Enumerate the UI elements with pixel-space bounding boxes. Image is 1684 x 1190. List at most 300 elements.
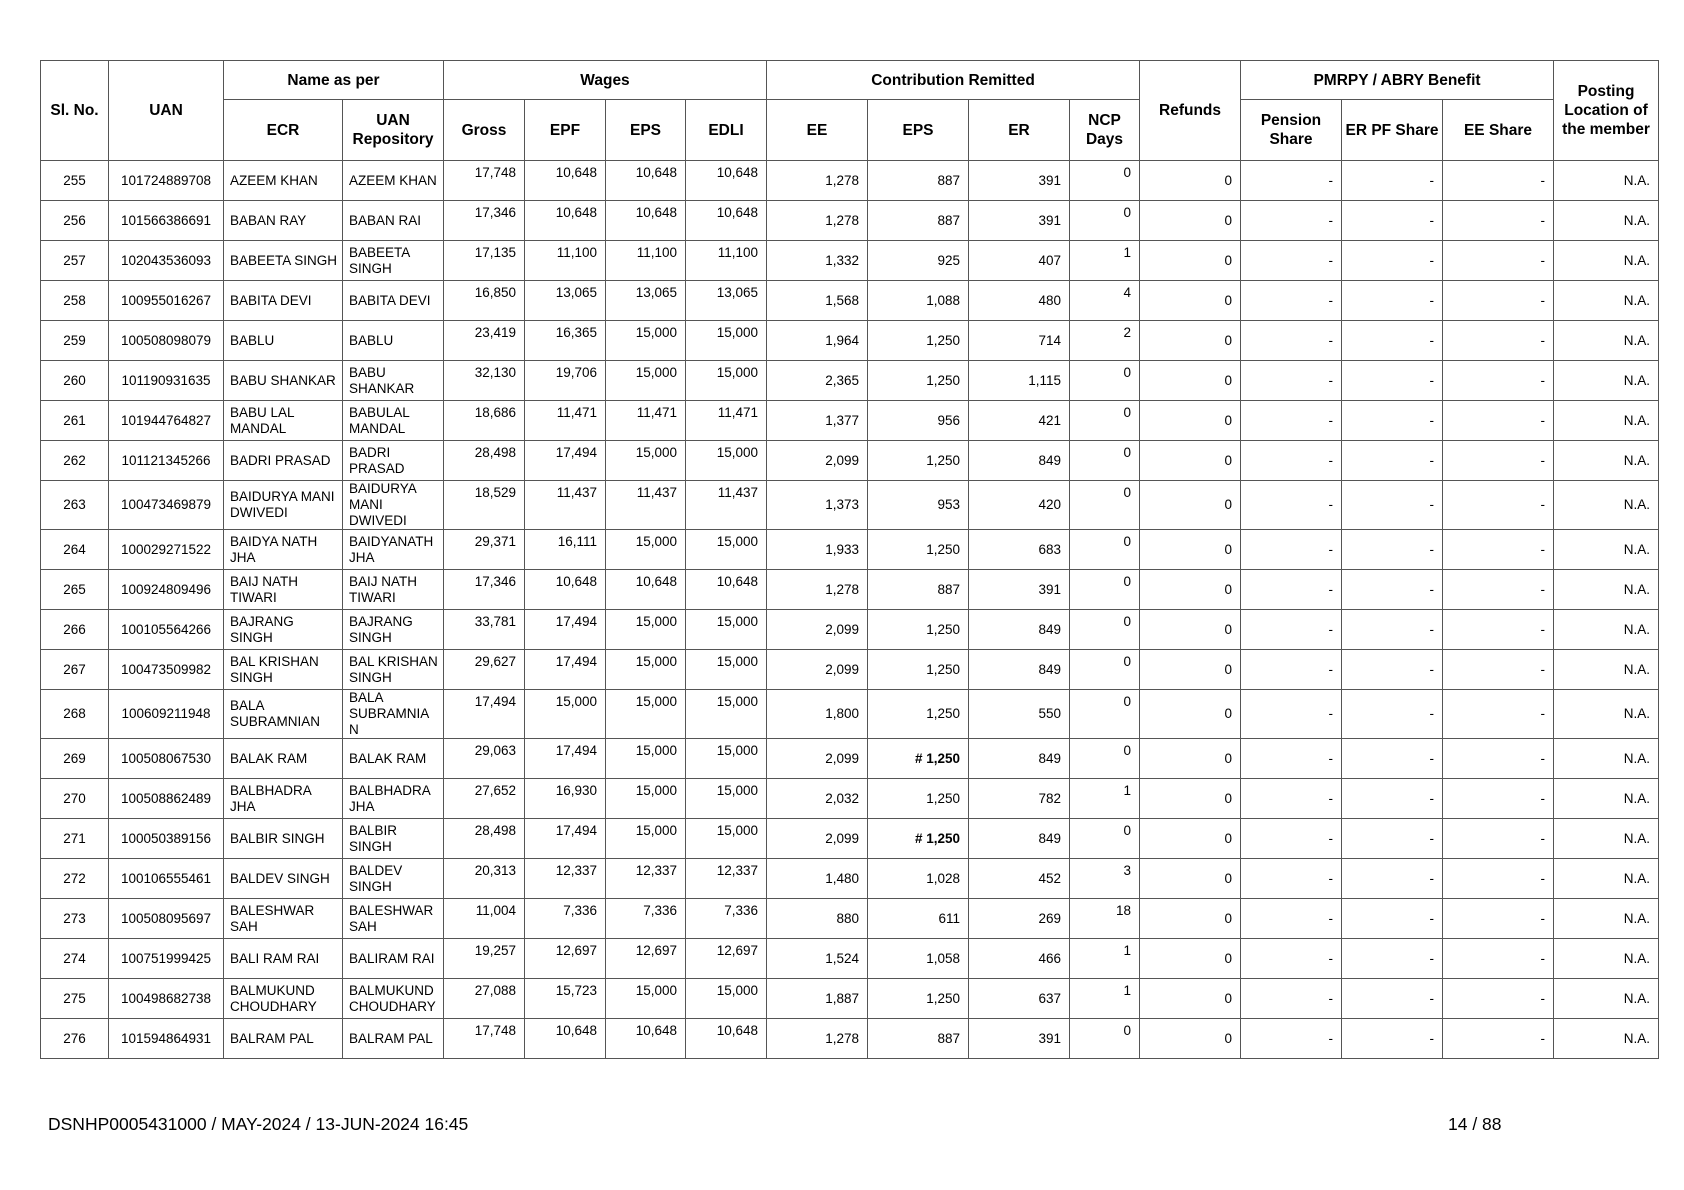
cell-eps-c: 887 [868, 1019, 969, 1059]
cell-sl: 265 [41, 570, 109, 610]
cell-epf: 10,648 [525, 1019, 606, 1059]
cell-erpf: - [1342, 819, 1443, 859]
cell-edli: 15,000 [686, 530, 767, 570]
cell-edli: 10,648 [686, 570, 767, 610]
cell-pension: - [1241, 610, 1342, 650]
cell-eps-c: 1,250 [868, 979, 969, 1019]
cell-eps-c: 887 [868, 201, 969, 241]
cell-eps: 11,100 [606, 241, 686, 281]
header-er-pf-share: ER PF Share [1342, 100, 1443, 161]
cell-sl: 268 [41, 690, 109, 739]
cell-eeshare: - [1443, 1019, 1554, 1059]
cell-erpf: - [1342, 1019, 1443, 1059]
cell-gross: 32,130 [444, 361, 525, 401]
cell-posting: N.A. [1554, 1019, 1659, 1059]
cell-sl: 256 [41, 201, 109, 241]
cell-ncp: 0 [1070, 161, 1140, 201]
cell-gross: 33,781 [444, 610, 525, 650]
cell-ee: 2,365 [767, 361, 868, 401]
cell-ecr: BABITA DEVI [224, 281, 343, 321]
cell-refunds: 0 [1140, 1019, 1241, 1059]
cell-epf: 15,000 [525, 690, 606, 739]
cell-eeshare: - [1443, 979, 1554, 1019]
table-row [41, 859, 1659, 899]
cell-refunds: 0 [1140, 779, 1241, 819]
cell-eps-c: 1,250 [868, 650, 969, 690]
cell-sl: 273 [41, 899, 109, 939]
cell-ee: 2,032 [767, 779, 868, 819]
cell-edli: 10,648 [686, 161, 767, 201]
cell-erpf: - [1342, 530, 1443, 570]
cell-sl: 275 [41, 979, 109, 1019]
cell-er: 849 [969, 610, 1070, 650]
cell-ncp: 0 [1070, 201, 1140, 241]
cell-ecr: BADRI PRASAD [224, 441, 343, 481]
cell-eps-c: 1,250 [868, 441, 969, 481]
cell-epf: 17,494 [525, 610, 606, 650]
cell-eps-c: 953 [868, 481, 969, 530]
cell-gross: 20,313 [444, 859, 525, 899]
cell-er: 683 [969, 530, 1070, 570]
cell-ncp: 0 [1070, 481, 1140, 530]
cell-epf: 17,494 [525, 650, 606, 690]
cell-epf: 12,697 [525, 939, 606, 979]
cell-gross: 27,652 [444, 779, 525, 819]
cell-refunds: 0 [1140, 650, 1241, 690]
cell-epf: 15,723 [525, 979, 606, 1019]
cell-ecr: BABAN RAY [224, 201, 343, 241]
cell-uan: 100508067530 [109, 739, 224, 779]
cell-ncp: 1 [1070, 939, 1140, 979]
cell-ecr: BAJRANG SINGH [224, 610, 343, 650]
cell-ee: 1,278 [767, 570, 868, 610]
cell-eps: 15,000 [606, 819, 686, 859]
cell-eps: 15,000 [606, 690, 686, 739]
cell-edli: 15,000 [686, 610, 767, 650]
cell-sl: 259 [41, 321, 109, 361]
cell-epf: 17,494 [525, 739, 606, 779]
cell-ecr: BALI RAM RAI [224, 939, 343, 979]
cell-eeshare: - [1443, 530, 1554, 570]
cell-ecr: BALA SUBRAMNIAN [224, 690, 343, 739]
cell-sl: 276 [41, 1019, 109, 1059]
cell-uanrepo: BAIDYANATH JHA [343, 530, 444, 570]
header-refunds: Refunds [1140, 61, 1241, 161]
header-er: ER [969, 100, 1070, 161]
cell-gross: 27,088 [444, 979, 525, 1019]
cell-pension: - [1241, 690, 1342, 739]
cell-ecr: BABU SHANKAR [224, 361, 343, 401]
cell-ee: 2,099 [767, 610, 868, 650]
cell-ncp: 1 [1070, 979, 1140, 1019]
cell-ee: 1,332 [767, 241, 868, 281]
cell-refunds: 0 [1140, 739, 1241, 779]
cell-erpf: - [1342, 161, 1443, 201]
header-name-as-per: Name as per [224, 61, 444, 100]
cell-posting: N.A. [1554, 979, 1659, 1019]
cell-pension: - [1241, 401, 1342, 441]
cell-uanrepo: BALIRAM RAI [343, 939, 444, 979]
cell-erpf: - [1342, 401, 1443, 441]
cell-refunds: 0 [1140, 361, 1241, 401]
cell-posting: N.A. [1554, 321, 1659, 361]
cell-refunds: 0 [1140, 281, 1241, 321]
cell-posting: N.A. [1554, 939, 1659, 979]
cell-gross: 29,371 [444, 530, 525, 570]
cell-sl: 258 [41, 281, 109, 321]
cell-edli: 12,337 [686, 859, 767, 899]
cell-ecr: BALESHWAR SAH [224, 899, 343, 939]
cell-eeshare: - [1443, 361, 1554, 401]
cell-pension: - [1241, 939, 1342, 979]
cell-posting: N.A. [1554, 610, 1659, 650]
cell-uanrepo: AZEEM KHAN [343, 161, 444, 201]
cell-eps-c: 1,250 [868, 361, 969, 401]
cell-refunds: 0 [1140, 979, 1241, 1019]
cell-uan: 101594864931 [109, 1019, 224, 1059]
cell-eps: 15,000 [606, 779, 686, 819]
cell-edli: 11,437 [686, 481, 767, 530]
cell-eps-c: 1,088 [868, 281, 969, 321]
cell-uan: 101944764827 [109, 401, 224, 441]
cell-uanrepo: BADRI PRASAD [343, 441, 444, 481]
cell-uan: 100508095697 [109, 899, 224, 939]
cell-uanrepo: BALESHWAR SAH [343, 899, 444, 939]
cell-pension: - [1241, 859, 1342, 899]
cell-pension: - [1241, 819, 1342, 859]
cell-posting: N.A. [1554, 779, 1659, 819]
cell-erpf: - [1342, 201, 1443, 241]
table-row [41, 570, 1659, 610]
cell-edli: 10,648 [686, 201, 767, 241]
cell-ee: 1,377 [767, 401, 868, 441]
cell-posting: N.A. [1554, 361, 1659, 401]
cell-epf: 11,471 [525, 401, 606, 441]
cell-eeshare: - [1443, 241, 1554, 281]
cell-ncp: 2 [1070, 321, 1140, 361]
table-row [41, 739, 1659, 779]
cell-uan: 101724889708 [109, 161, 224, 201]
table-row [41, 819, 1659, 859]
cell-posting: N.A. [1554, 819, 1659, 859]
cell-ecr: BABLU [224, 321, 343, 361]
header-epf: EPF [525, 100, 606, 161]
cell-pension: - [1241, 779, 1342, 819]
cell-ncp: 0 [1070, 819, 1140, 859]
cell-sl: 257 [41, 241, 109, 281]
cell-eps: 15,000 [606, 530, 686, 570]
cell-eps: 11,437 [606, 481, 686, 530]
cell-erpf: - [1342, 779, 1443, 819]
cell-sl: 267 [41, 650, 109, 690]
cell-erpf: - [1342, 281, 1443, 321]
cell-sl: 263 [41, 481, 109, 530]
cell-ee: 2,099 [767, 650, 868, 690]
cell-uan: 100508098079 [109, 321, 224, 361]
header-edli: EDLI [686, 100, 767, 161]
table-row [41, 650, 1659, 690]
cell-er: 466 [969, 939, 1070, 979]
cell-eps-c: # 1,250 [868, 819, 969, 859]
cell-eps-c: 1,250 [868, 610, 969, 650]
cell-pension: - [1241, 361, 1342, 401]
cell-uan: 100029271522 [109, 530, 224, 570]
cell-eps-c: 887 [868, 570, 969, 610]
cell-epf: 10,648 [525, 201, 606, 241]
cell-epf: 12,337 [525, 859, 606, 899]
cell-ecr: AZEEM KHAN [224, 161, 343, 201]
cell-ee: 1,373 [767, 481, 868, 530]
cell-posting: N.A. [1554, 401, 1659, 441]
cell-gross: 17,346 [444, 570, 525, 610]
cell-eps-c: 956 [868, 401, 969, 441]
cell-er: 849 [969, 441, 1070, 481]
cell-eeshare: - [1443, 779, 1554, 819]
cell-eps: 15,000 [606, 739, 686, 779]
table-row [41, 939, 1659, 979]
cell-ecr: BALRAM PAL [224, 1019, 343, 1059]
cell-uanrepo: BABULAL MANDAL [343, 401, 444, 441]
cell-posting: N.A. [1554, 281, 1659, 321]
cell-refunds: 0 [1140, 401, 1241, 441]
cell-ncp: 4 [1070, 281, 1140, 321]
cell-epf: 16,930 [525, 779, 606, 819]
cell-edli: 13,065 [686, 281, 767, 321]
cell-epf: 16,111 [525, 530, 606, 570]
cell-ee: 2,099 [767, 819, 868, 859]
cell-refunds: 0 [1140, 859, 1241, 899]
table-row [41, 530, 1659, 570]
cell-eps: 15,000 [606, 979, 686, 1019]
cell-sl: 271 [41, 819, 109, 859]
table-row [41, 361, 1659, 401]
cell-posting: N.A. [1554, 739, 1659, 779]
cell-er: 420 [969, 481, 1070, 530]
cell-edli: 11,100 [686, 241, 767, 281]
cell-ncp: 0 [1070, 650, 1140, 690]
cell-uanrepo: BABU SHANKAR [343, 361, 444, 401]
table-row [41, 979, 1659, 1019]
cell-ncp: 1 [1070, 779, 1140, 819]
cell-eeshare: - [1443, 690, 1554, 739]
cell-epf: 19,706 [525, 361, 606, 401]
cell-uan: 100751999425 [109, 939, 224, 979]
cell-ecr: BAIDYA NATH JHA [224, 530, 343, 570]
cell-eps-c: 925 [868, 241, 969, 281]
table-row [41, 241, 1659, 281]
cell-pension: - [1241, 979, 1342, 1019]
cell-gross: 17,494 [444, 690, 525, 739]
cell-uanrepo: BALAK RAM [343, 739, 444, 779]
cell-er: 391 [969, 570, 1070, 610]
cell-er: 637 [969, 979, 1070, 1019]
cell-ee: 880 [767, 899, 868, 939]
cell-posting: N.A. [1554, 650, 1659, 690]
cell-sl: 260 [41, 361, 109, 401]
cell-gross: 29,627 [444, 650, 525, 690]
cell-pension: - [1241, 441, 1342, 481]
table-body [41, 161, 1659, 1059]
cell-refunds: 0 [1140, 819, 1241, 859]
cell-refunds: 0 [1140, 321, 1241, 361]
cell-eps: 11,471 [606, 401, 686, 441]
cell-pension: - [1241, 321, 1342, 361]
cell-refunds: 0 [1140, 690, 1241, 739]
cell-epf: 10,648 [525, 570, 606, 610]
cell-eps-c: 887 [868, 161, 969, 201]
table-row [41, 281, 1659, 321]
cell-ecr: BAL KRISHAN SINGH [224, 650, 343, 690]
cell-gross: 29,063 [444, 739, 525, 779]
cell-ee: 1,278 [767, 201, 868, 241]
cell-gross: 17,135 [444, 241, 525, 281]
cell-pension: - [1241, 570, 1342, 610]
cell-uanrepo: BAIDURYA MANI DWIVEDI [343, 481, 444, 530]
cell-eps-c: 1,250 [868, 779, 969, 819]
cell-ee: 2,099 [767, 739, 868, 779]
cell-uan: 102043536093 [109, 241, 224, 281]
cell-posting: N.A. [1554, 441, 1659, 481]
cell-erpf: - [1342, 650, 1443, 690]
cell-eps-c: 1,250 [868, 321, 969, 361]
cell-er: 452 [969, 859, 1070, 899]
cell-erpf: - [1342, 979, 1443, 1019]
cell-refunds: 0 [1140, 530, 1241, 570]
cell-sl: 255 [41, 161, 109, 201]
cell-erpf: - [1342, 241, 1443, 281]
cell-ncp: 1 [1070, 241, 1140, 281]
header-uan: UAN [109, 61, 224, 161]
cell-eps: 7,336 [606, 899, 686, 939]
cell-ee: 1,933 [767, 530, 868, 570]
cell-posting: N.A. [1554, 481, 1659, 530]
cell-gross: 18,529 [444, 481, 525, 530]
cell-uan: 100106555461 [109, 859, 224, 899]
cell-uan: 100498682738 [109, 979, 224, 1019]
cell-er: 849 [969, 739, 1070, 779]
cell-posting: N.A. [1554, 859, 1659, 899]
cell-ee: 1,524 [767, 939, 868, 979]
cell-uan: 100050389156 [109, 819, 224, 859]
cell-eps-c: 1,250 [868, 690, 969, 739]
cell-eps-c: 611 [868, 899, 969, 939]
cell-uan: 100924809496 [109, 570, 224, 610]
table-row [41, 779, 1659, 819]
cell-ecr: BAIDURYA MANI DWIVEDI [224, 481, 343, 530]
cell-ee: 1,887 [767, 979, 868, 1019]
cell-sl: 272 [41, 859, 109, 899]
table-row [41, 441, 1659, 481]
document-reference: DSNHP0005431000 / MAY-2024 / 13-JUN-2024 16:45 [48, 1114, 469, 1134]
cell-uan: 100955016267 [109, 281, 224, 321]
table-row [41, 1019, 1659, 1059]
cell-edli: 15,000 [686, 441, 767, 481]
header-wages: Wages [444, 61, 767, 100]
cell-uanrepo: BALBIR SINGH [343, 819, 444, 859]
cell-refunds: 0 [1140, 201, 1241, 241]
cell-pension: - [1241, 650, 1342, 690]
cell-refunds: 0 [1140, 610, 1241, 650]
cell-sl: 274 [41, 939, 109, 979]
cell-erpf: - [1342, 441, 1443, 481]
cell-sl: 264 [41, 530, 109, 570]
cell-edli: 7,336 [686, 899, 767, 939]
cell-eps-c: 1,250 [868, 530, 969, 570]
cell-edli: 15,000 [686, 979, 767, 1019]
cell-eps: 10,648 [606, 570, 686, 610]
cell-er: 782 [969, 779, 1070, 819]
cell-ecr: BAIJ NATH TIWARI [224, 570, 343, 610]
cell-er: 391 [969, 161, 1070, 201]
cell-sl: 262 [41, 441, 109, 481]
cell-eeshare: - [1443, 481, 1554, 530]
header-pmrpy-abry-benefit: PMRPY / ABRY Benefit [1241, 61, 1554, 100]
cell-er: 849 [969, 650, 1070, 690]
cell-ncp: 3 [1070, 859, 1140, 899]
cell-gross: 11,004 [444, 899, 525, 939]
cell-eeshare: - [1443, 859, 1554, 899]
cell-uanrepo: BALRAM PAL [343, 1019, 444, 1059]
cell-gross: 17,748 [444, 1019, 525, 1059]
cell-gross: 17,346 [444, 201, 525, 241]
cell-ncp: 0 [1070, 1019, 1140, 1059]
cell-ncp: 0 [1070, 739, 1140, 779]
cell-eeshare: - [1443, 899, 1554, 939]
cell-eps-c: # 1,250 [868, 739, 969, 779]
cell-pension: - [1241, 241, 1342, 281]
cell-eeshare: - [1443, 321, 1554, 361]
cell-eeshare: - [1443, 161, 1554, 201]
cell-gross: 18,686 [444, 401, 525, 441]
cell-edli: 15,000 [686, 361, 767, 401]
cell-uan: 100609211948 [109, 690, 224, 739]
cell-gross: 28,498 [444, 819, 525, 859]
cell-ncp: 0 [1070, 570, 1140, 610]
cell-epf: 7,336 [525, 899, 606, 939]
cell-ecr: BABEETA SINGH [224, 241, 343, 281]
cell-eeshare: - [1443, 441, 1554, 481]
header-pension-share: Pension Share [1241, 100, 1342, 161]
cell-sl: 270 [41, 779, 109, 819]
cell-eeshare: - [1443, 610, 1554, 650]
cell-erpf: - [1342, 859, 1443, 899]
cell-edli: 12,697 [686, 939, 767, 979]
cell-eps: 10,648 [606, 201, 686, 241]
cell-gross: 16,850 [444, 281, 525, 321]
cell-ncp: 0 [1070, 530, 1140, 570]
cell-ncp: 0 [1070, 441, 1140, 481]
table-row [41, 481, 1659, 530]
cell-ecr: BALBHADRA JHA [224, 779, 343, 819]
cell-eeshare: - [1443, 650, 1554, 690]
header-contribution-remitted: Contribution Remitted [767, 61, 1140, 100]
cell-epf: 17,494 [525, 819, 606, 859]
cell-ee: 1,800 [767, 690, 868, 739]
header-gross: Gross [444, 100, 525, 161]
cell-ncp: 18 [1070, 899, 1140, 939]
cell-uanrepo: BABAN RAI [343, 201, 444, 241]
cell-posting: N.A. [1554, 201, 1659, 241]
cell-pension: - [1241, 281, 1342, 321]
cell-refunds: 0 [1140, 939, 1241, 979]
cell-posting: N.A. [1554, 570, 1659, 610]
cell-erpf: - [1342, 939, 1443, 979]
table-row [41, 401, 1659, 441]
cell-eps: 15,000 [606, 441, 686, 481]
cell-uanrepo: BABITA DEVI [343, 281, 444, 321]
cell-refunds: 0 [1140, 570, 1241, 610]
cell-uanrepo: BABEETA SINGH [343, 241, 444, 281]
